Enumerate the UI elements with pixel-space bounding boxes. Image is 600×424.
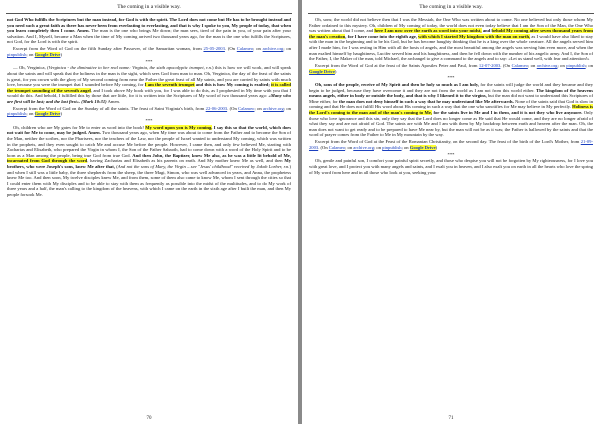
text: Excerpt from the Word of God at the Feast of the Romanian Christianity, on the second day. The feast of the birth of the Lord's Mother, from [315, 139, 581, 145]
archive-link[interactable]: archive.org [536, 62, 558, 68]
archive-link[interactable]: archive.org [353, 144, 374, 150]
text: ( [114, 163, 118, 169]
italic-text: Verginica - the diminutive to her real name: Virginia, the sixth apocalyptic trumpet, r.n. [48, 65, 213, 71]
highlighted-text: I am the seventh trumpet [144, 82, 195, 88]
paragraph [309, 158, 593, 175]
highlighted-text: it is called the trumpet sounding of the seventh angel [7, 82, 291, 93]
date-link[interactable]: 21-09-2003 [309, 139, 593, 150]
separator-stars: *** [145, 58, 153, 64]
left-page [0, 0, 298, 424]
page-body [7, 17, 291, 410]
text: . (On [318, 144, 329, 150]
bold-text: for the saints live in Me and I in them, [432, 110, 512, 116]
separator-stars: *** [447, 75, 455, 81]
paragraph [7, 125, 291, 198]
text: Only those who love ignorance and this sin, only they say that the Lord does no longer come as He said that He would come, and they are no longer afraid of what they say and are not afraid of God. The saints are with Me and I am with them by My backdrop between earth and heaven after the man. Oh, the man does not want to get ready and to be prepared to have Me near by, but the man will not be as it was; the Father is hallowed by the saints and that the word of prayer comes from the Father to Me in My mountain by the way. [309, 110, 593, 138]
text: for the saints will judge the world and they became and they begin to be judged, because they have overcome it and they are not from the world as I am not from this world either. [309, 82, 593, 93]
bold-text: The kingdom of the heavens means angels, either in body or outside the body, and that is why I likened it to the virgins, [309, 87, 593, 99]
google-drive-link[interactable]: Google Drive [409, 144, 436, 150]
text: . (On [224, 46, 237, 52]
calameo-link[interactable]: Calameo [238, 105, 255, 111]
highlighted-text: here I am now over the earth as word into your midst, [374, 28, 482, 34]
text: ; on [283, 46, 291, 52]
bold-text: , for I have come into the eighth age, [345, 33, 419, 39]
calameo-link[interactable]: Calameo [236, 46, 254, 52]
text: Amen. [106, 98, 120, 104]
italic-quote: «Many who are first will be last; and the last first». (Mark 10:31) [7, 93, 291, 104]
text: ) [60, 51, 63, 57]
text: Excerpt from the Word of God on the fifth Sunday after Passover, of the Samaritan woman, from [13, 46, 204, 52]
date-link[interactable]: 12-07-2003 [478, 62, 501, 68]
bold-text: not God Who fulfills the Scriptures but the man instead, for God is with the spirit. The Lord does not come but He has to be brought instead and you need such a great faith as there has never been from everlasting to everlasting, and that is why I spoke to you, My people of today, that when you learn completely then I come. Amen. [7, 17, 291, 34]
text: ) [60, 111, 63, 117]
running-header: The coming in a visible way. [308, 3, 594, 14]
running-header: The coming in a visible way. [6, 3, 292, 14]
text: ) [435, 144, 438, 150]
separator-stars: *** [447, 151, 455, 157]
calameo-link[interactable]: Calameo [328, 144, 346, 150]
excerpt-citation [7, 106, 291, 117]
bold-text: and this is how My coming is exalted; [194, 82, 272, 88]
bold-text: I say this so that the world, which does not wait for Me to come, may be judged. Amen. [7, 124, 291, 136]
bold-text: and [481, 28, 492, 34]
google-drive-link[interactable]: Google Drive [34, 51, 61, 57]
text: ; on [283, 105, 291, 111]
highlighted-text: Holiness is the Lord's coming to the man and of the man's coming to Me, [309, 104, 593, 116]
archive-link[interactable]: archive.org [263, 105, 284, 111]
text: ) [334, 68, 337, 74]
text: , having Zacharias and Elisabeth as his parents on earth. And My mother knew Me as well, and then [87, 158, 285, 164]
text: ; on [253, 46, 263, 52]
text: but the man did not want to understand this Scriptures of Mine either, for [309, 93, 593, 104]
text: ; on [401, 144, 410, 150]
calameo-link[interactable]: Calameo [511, 62, 528, 68]
text: , and I took above My book with you, for I was able to do this, as I prophesied in My time with you that I would do this. And behold, I fulfilled this by those that are little, for it is written into the Scriptures of My word of two thousand years ago: [7, 87, 291, 99]
page-body [309, 17, 593, 410]
text: ; on [26, 51, 35, 57]
text: Excerpt from the Word of God on the Sunday of all the saints. The feast of Saint Virginia's birth, from [13, 105, 206, 111]
text: ; on [345, 144, 354, 150]
text: . (On [227, 105, 239, 111]
text: — Oh, Verginica, ( [13, 65, 49, 71]
paragraph [7, 17, 291, 45]
text: ) this is how we will work, and will speak about the saints and will speak that the holiness in the man is the sight, which sees God from man to man. Oh, Verginica, the day of the feast of the saints is great, for you crown with the glory of My second coming from near the Father the great feast of all My saints, and you are carried by saints with much love, because you were the trumpet that I sounded before My coming, for [7, 65, 291, 88]
text: ; on [585, 62, 593, 68]
date-link[interactable]: 22-06-2003 [205, 105, 228, 111]
text: The man is the one who brings Me down; the man sees, tired of the pain in you, of your pain after your salvation. And I, Myself, became a Man when the time of My coming arrived two thousand years ago, for the man is the one who fulfills the Scriptures, not God, for the Lord is with the spirit. [7, 28, 291, 45]
paragraph [309, 17, 593, 62]
pinpublish-link[interactable]: pinpublish [566, 62, 586, 68]
right-page [302, 0, 600, 424]
text: ; on [557, 62, 567, 68]
text: Excerpt from the Word of God at the feast of the Saints Apostles Peter and Paul, from [315, 62, 479, 68]
text: Oh, children who are My gates for Me to enter as word into the book! [13, 124, 146, 130]
google-drive-link[interactable]: Google Drive [309, 68, 335, 74]
archive-link[interactable]: archive.org [262, 46, 284, 52]
page-number: 70 [146, 416, 152, 421]
excerpt-citation [309, 139, 593, 150]
text: Oh, gentle and painful son, I comfort your painful spirit secretly, and those who despise you will not be forgotten by My righteousness, for I love you with great love, and I protect you with many angels and saints, and I exalt you in heaven, and I also exalt you on earth in all the hearts who love the spring of My word from here and in all those who look at you, seeking your [309, 158, 593, 175]
text: None of the saints said that God is slow in coming and that He does not fulfill His word about His coming in such a way that the one who sanctifies for Me may believe in My perfectly. [309, 98, 593, 110]
date-link[interactable]: 25-05-2003 [203, 46, 225, 52]
highlighted-text: behold My coming after seven thousand years from the man's creation [309, 28, 593, 39]
text: Oh, sons; the world did not believe then that I was the Messiah, the One Who was written about to come. No one believed but only those whom My Father ordained to this mystery. Oh, children of My coming of today, the world does not even today believe that I am the Son of the Man, the One Who was written about that I come, and [309, 17, 593, 34]
text: ; on [26, 111, 35, 117]
bold-text: And then John, the Baptizer, knew Me also, as he was a little lit behold of Me, [132, 152, 291, 158]
paragraph [7, 65, 291, 104]
paragraph [309, 82, 593, 138]
pinpublish-link[interactable]: pinpublish [7, 111, 27, 117]
bold-text: Oh, sons of the people, receive of My Spirit and then be holy so much as I am holy, [315, 82, 480, 88]
highlighted-text: with which I started My kingdom with the man on earth, [418, 33, 531, 39]
highlighted-text: My word upon you is My coming. [145, 124, 213, 130]
excerpt-citation [7, 46, 291, 57]
bold-text: My brothers, who were Joseph's sons, knew Me after that, [7, 158, 291, 169]
text: ; on [254, 105, 264, 111]
bold-text: and it is not they who live anymore. [511, 110, 583, 116]
italic-text: And not the sons of Mary, the Virgin – see "Jesus' childhood" received by Jakob Lorber, r.n. [117, 163, 290, 169]
excerpt-citation [309, 63, 593, 74]
pinpublish-link[interactable]: pinpublish [7, 51, 27, 57]
bold-text: the man does not deny himself in such a way that he may understand like Me afterwards. [339, 98, 514, 104]
text: as I would have also liked to stay with the man in the beginning and to be his God, but he has become haughty thinking that he is a king over the whole creature. All the angels served him after I made him, for I was resting in Him with all the hosts of angels, and the most beautiful among the angels was serving him even more, and when the man exalted himself by haughtiness, Lucifer served him and his haughtiness, and then he fell down with the number of his angelic army. And I, the Son of the Father, I, the Maker of the man, told Michael, the archangel to give a command to the angels and to say: «Let us stand well, with fear and attention!» [309, 33, 593, 62]
separator-stars: *** [145, 118, 153, 124]
google-drive-link[interactable]: Google Drive [34, 111, 61, 117]
highlighted-text: incarnated from God through the word [7, 158, 88, 164]
text: ) and when I still was a little baby, the three shepherds from the sheep, the three Magi, Simon, who was well advanced in years, and Anna, the prophetess knew Me too. And then soon, My twelve disciples knew Me, and from them, some of them also came to know Me, whom I sent through the cities so that I could enter them with My disciples and to be able to stay with them as frequently as possible into the midst of the multitudes, and to do My work of three years and a half, the man's calling to the kingdom of the heavens, with which I came on the earth in the sixth age after I built the man, and then My people forsook Me. [7, 163, 291, 197]
pinpublish-link[interactable]: pinpublish [382, 144, 402, 150]
text: ; on [374, 144, 383, 150]
text: ; on [527, 62, 537, 68]
text: Two thousand years ago, when My time was about to come from the Father and to become the Son of the Man, neither the scribes, nor the Pharisees, nor the teachers of the Law, nor the people of Israel wanted to understand My coming, which was written in the prophets, and they even sought to catch Me and accuse Me before the people. However, I came then, and only few believed Me, starting with Zacharias and Elisabeth, who prepared the Virgin in whom I, the Son of the Father Sabaoth, had to come down with a word of the Holy Spirit and to be born as a Man among the people, being true God from true God. [7, 130, 291, 158]
text: . (On [500, 62, 512, 68]
page-number: 71 [448, 416, 454, 421]
